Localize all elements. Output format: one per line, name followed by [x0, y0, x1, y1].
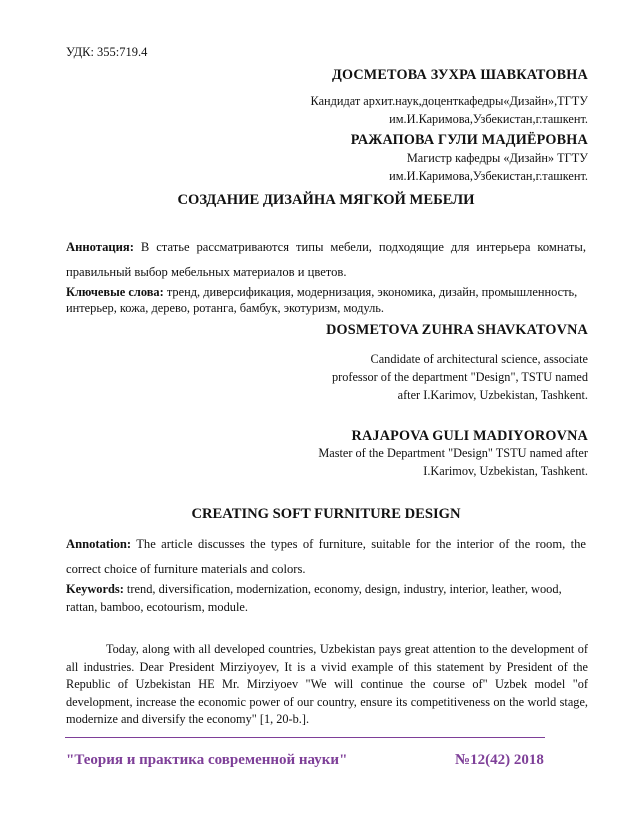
annotation-text: The article discusses the types of furniture, suitable for the interior of the room, the correct choice of furniture materials and colors. — [66, 537, 586, 576]
keywords-label: Ключевые слова: — [66, 285, 164, 299]
author-1-name-en: DOSMETOVA ZUHRA SHAVKATOVNA — [326, 322, 588, 338]
annotation-label: Annotation: — [66, 537, 132, 551]
author-2-name-ru: РАЖАПОВА ГУЛИ МАДИЁРОВНА — [350, 132, 588, 148]
author-1-affiliation-ru — [311, 92, 588, 128]
affiliation-line: professor of the department "Design", TSTU named — [331, 370, 588, 384]
article-title-ru: СОЗДАНИЕ ДИЗАЙНА МЯГКОЙ МЕБЕЛИ — [177, 192, 475, 208]
udk-code: УДК: 355:719.4 — [66, 45, 148, 59]
footer-divider — [65, 737, 545, 738]
keywords-label: Keywords: — [66, 582, 124, 596]
keywords-en — [66, 580, 586, 616]
article-title-en: CREATING SOFT FURNITURE DESIGN — [191, 506, 461, 522]
body-paragraph: Today, along with all developed countries, Uzbekistan pays great attention to the development of all industries. Dear President Mirziyoyev, It is a vivid example of this statement by President of the Republic of Uzbekistan HE Mr. Mirziyoev "We will continue the course of" Uzbek model "of development, increase the economic power of our country, ensure its competitiveness on the world stage, modernize and diversify the economy" [1, 20-b.]. — [66, 642, 588, 726]
author-2-name-en: RAJAPOVA GULI MADIYOROVNA — [351, 428, 588, 444]
annotation-en — [66, 532, 586, 582]
affiliation-line: after I.Karimov, Uzbekistan, Tashkent. — [397, 388, 588, 402]
affiliation-line: Кандидат архит.наук,доценткафедры«Дизайн»,ТГТУ — [310, 94, 588, 108]
author-2-affiliation-ru — [389, 149, 588, 185]
footer-issue-number: №12(42) 2018 — [455, 752, 544, 768]
affiliation-line: Master of the Department "Design" TSTU named after — [318, 446, 588, 460]
author-2-affiliation-en — [318, 444, 588, 480]
author-1-affiliation-en — [332, 350, 588, 404]
affiliation-line: I.Karimov, Uzbekistan, Tashkent. — [423, 464, 588, 478]
affiliation-line: Магистр кафедры «Дизайн» ТГТУ — [406, 151, 588, 165]
keywords-text: trend, diversification, modernization, economy, design, industry, interior, leather, wood, rattan, bamboo, ecotourism, module. — [66, 582, 562, 614]
author-1-name-ru: ДОСМЕТОВА ЗУХРА ШАВКАТОВНА — [331, 67, 588, 83]
affiliation-line: Candidate of architectural science, associate — [370, 352, 588, 366]
keywords-text: тренд, диверсификация, модернизация, экономика, дизайн, промышленность, интерьер, кожа, дерево, ротанга, бамбук, экотуризм, модуль. — [66, 285, 578, 315]
affiliation-line: им.И.Каримова,Узбекистан,г.ташкент. — [389, 112, 588, 126]
annotation-text: В статье рассматриваются типы мебели, подходящие для интерьера комнаты, правильный выбор мебельных материалов и цветов. — [66, 240, 586, 279]
annotation-ru — [66, 235, 586, 285]
annotation-label: Аннотация: — [66, 240, 134, 254]
keywords-ru — [66, 284, 586, 316]
footer-journal-name: "Теория и практика современной науки" — [66, 752, 348, 768]
affiliation-line: им.И.Каримова,Узбекистан,г.ташкент. — [389, 169, 588, 183]
